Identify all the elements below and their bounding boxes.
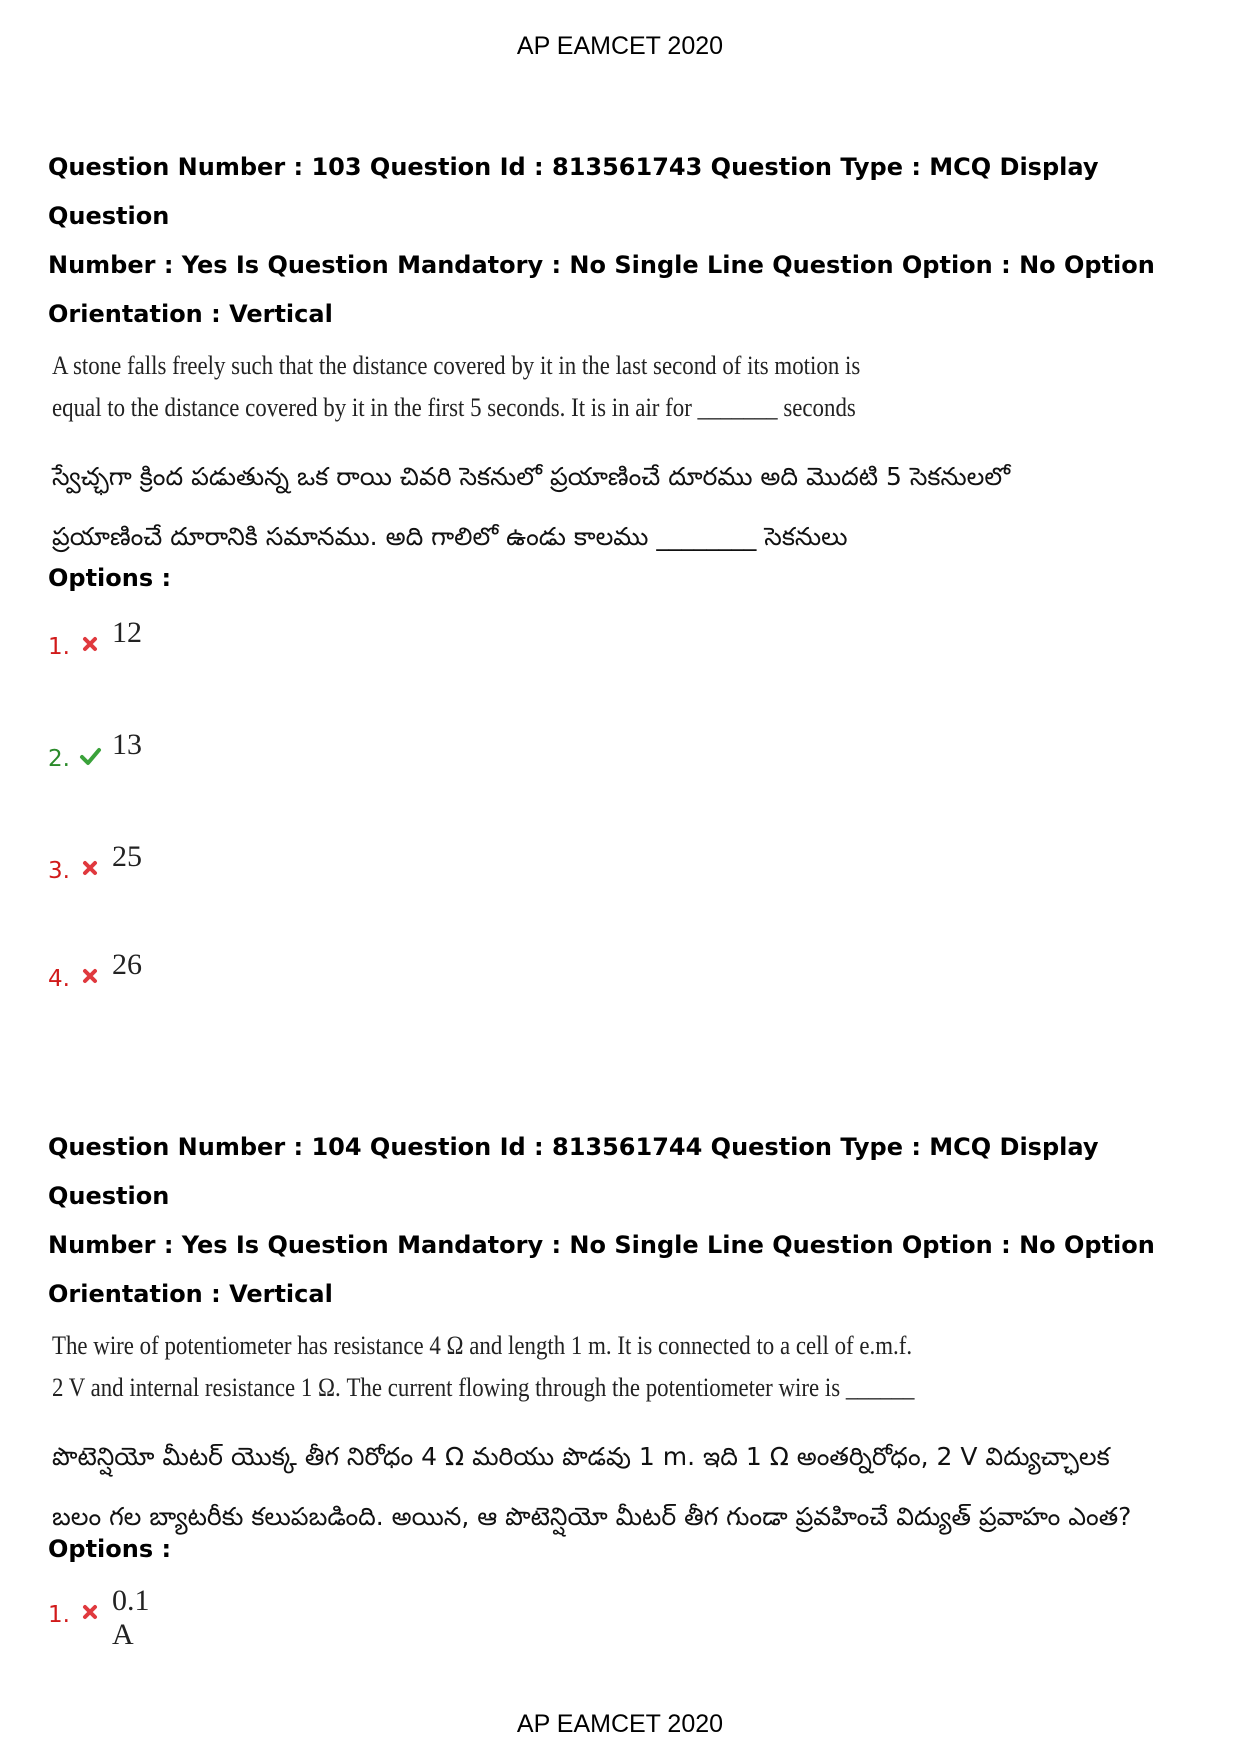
options-label: Options : bbox=[48, 564, 172, 592]
option-number: 4. bbox=[48, 966, 70, 992]
english-line: The wire of potentiometer has resistance 4 Ω and length 1 m. It is connected to a cell of e.m.f. bbox=[52, 1331, 913, 1360]
telugu-line: పొటెన్షియో మీటర్ యొక్క తీగ నిరోధం 4 Ω మరియు పొడవు 1 m. ఇది 1 Ω అంతర్నిరోధం, 2 V విద్యుచ్ఛాలక bbox=[52, 1442, 1110, 1471]
question-meta-line: Orientation : Vertical bbox=[48, 300, 333, 328]
page-footer: AP EAMCET 2020 bbox=[516, 1710, 724, 1738]
question-meta-line: Question Number : 104 Question Id : 813561744 Question Type : MCQ Display Question bbox=[48, 1133, 1099, 1210]
option-number: 3. bbox=[48, 858, 70, 884]
question-text-telugu bbox=[52, 1427, 1188, 1547]
question-text-english bbox=[52, 345, 1052, 429]
english-line: equal to the distance covered by it in the first 5 seconds. It is in air for _______ seconds bbox=[52, 393, 856, 422]
telugu-line: ప్రయాణించే దూరానికి సమానము. అది గాలిలో ఉండు కాలము ________ సెకనులు bbox=[52, 522, 848, 551]
option-value: 0.1 A bbox=[112, 1584, 150, 1651]
question-meta-line: Number : Yes Is Question Mandatory : No Single Line Question Option : No Option bbox=[48, 251, 1155, 279]
english-line: 2 V and internal resistance 1 Ω. The current flowing through the potentiometer wire is ______ bbox=[52, 1373, 915, 1402]
question-text-english bbox=[52, 1325, 1052, 1409]
options-label: Options : bbox=[48, 1535, 172, 1563]
cross-icon bbox=[78, 964, 102, 988]
question-meta-line: Question Number : 103 Question Id : 813561743 Question Type : MCQ Display Question bbox=[48, 153, 1099, 230]
option-number: 1. bbox=[48, 634, 70, 660]
question-text-telugu bbox=[52, 447, 1188, 567]
page-header: AP EAMCET 2020 bbox=[516, 32, 724, 60]
question-103 bbox=[48, 143, 1188, 567]
option-value: 13 bbox=[112, 728, 142, 761]
telugu-line: స్వేచ్ఛగా క్రింద పడుతున్న ఒక రాయి చివరి సెకనులో ప్రయాణించే దూరము అది మొదటి 5 సెకనులలో bbox=[52, 462, 1011, 491]
option-number: 1. bbox=[48, 1602, 70, 1628]
option-value: 25 bbox=[112, 840, 142, 873]
cross-icon bbox=[78, 856, 102, 880]
telugu-line: బలం గల బ్యాటరీకు కలుపబడింది. అయిన, ఆ పొటెన్షియో మీటర్ తీగ గుండా ప్రవహించే విద్యుత్ ప్రవాహం ఎంత? bbox=[52, 1502, 1132, 1531]
option-value: 12 bbox=[112, 616, 142, 649]
question-meta-line: Orientation : Vertical bbox=[48, 1280, 333, 1308]
cross-icon bbox=[78, 632, 102, 656]
question-104 bbox=[48, 1123, 1188, 1547]
question-meta-line: Number : Yes Is Question Mandatory : No Single Line Question Option : No Option bbox=[48, 1231, 1155, 1259]
english-line: A stone falls freely such that the distance covered by it in the last second of its motion is bbox=[52, 351, 861, 380]
option-number: 2. bbox=[48, 746, 70, 772]
option-value: 26 bbox=[112, 948, 142, 981]
cross-icon bbox=[78, 1600, 102, 1624]
check-icon bbox=[78, 744, 102, 768]
